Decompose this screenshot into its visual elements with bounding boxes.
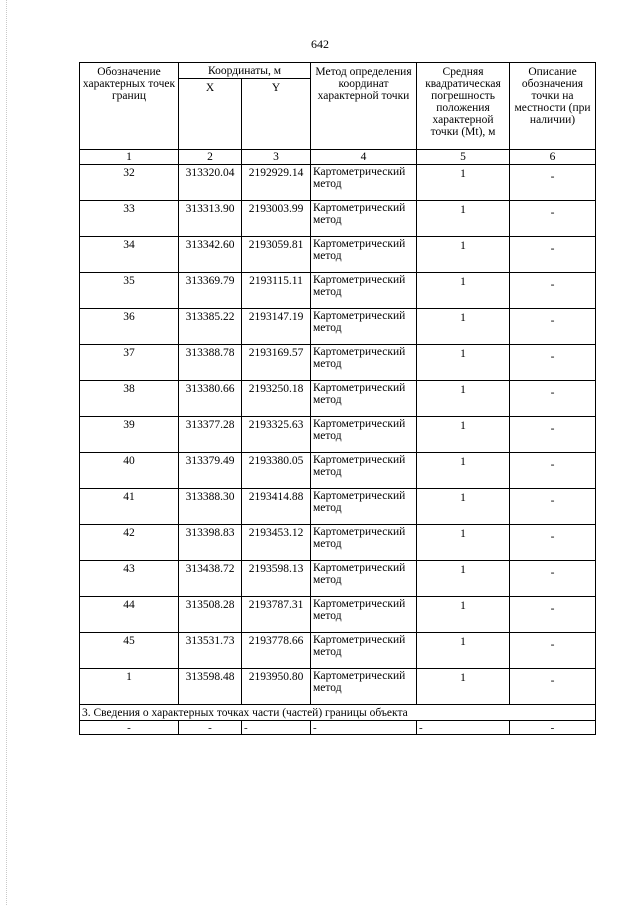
method-cell: Картометрический метод [311, 525, 417, 561]
coordinate-y: 2193250.18 [242, 381, 311, 417]
method-cell: Картометрический метод [311, 309, 417, 345]
error-cell: 1 [417, 669, 510, 705]
table-row [80, 417, 596, 453]
header-y: Y [242, 79, 311, 150]
description-cell: - [510, 525, 596, 561]
coordinate-x: 313313.90 [179, 201, 242, 237]
method-cell: Картометрический метод [311, 561, 417, 597]
coordinate-x: 313377.28 [179, 417, 242, 453]
column-number: 6 [510, 150, 596, 165]
column-number-row [80, 150, 596, 165]
error-cell: 1 [417, 273, 510, 309]
point-number: 35 [80, 273, 179, 309]
description-cell: - [510, 453, 596, 489]
dash-row [80, 721, 596, 735]
description-cell: - [510, 633, 596, 669]
method-cell: Картометрический метод [311, 489, 417, 525]
description-cell: - [510, 273, 596, 309]
dash-cell: - [311, 721, 417, 735]
coordinates-table [79, 62, 596, 735]
scan-edge-line [6, 0, 7, 905]
coordinate-y: 2193169.57 [242, 345, 311, 381]
point-number: 1 [80, 669, 179, 705]
method-cell: Картометрический метод [311, 597, 417, 633]
point-number: 38 [80, 381, 179, 417]
description-cell: - [510, 669, 596, 705]
coordinate-x: 313342.60 [179, 237, 242, 273]
column-number: 3 [242, 150, 311, 165]
table-row [80, 201, 596, 237]
table-row [80, 453, 596, 489]
method-cell: Картометрический метод [311, 345, 417, 381]
coordinate-y: 2193453.12 [242, 525, 311, 561]
column-number: 2 [179, 150, 242, 165]
description-cell: - [510, 165, 596, 201]
method-cell: Картометрический метод [311, 669, 417, 705]
header-error: Средняя квадратическая погрешность положения характерной точки (Mt), м [417, 63, 510, 150]
description-cell: - [510, 561, 596, 597]
dash-cell: - [80, 721, 179, 735]
coordinate-x: 313380.66 [179, 381, 242, 417]
point-number: 39 [80, 417, 179, 453]
coordinate-x: 313388.30 [179, 489, 242, 525]
coordinate-y: 2193059.81 [242, 237, 311, 273]
header-coordinates: Координаты, м [179, 63, 311, 79]
error-cell: 1 [417, 201, 510, 237]
description-cell: - [510, 417, 596, 453]
dash-cell: - [417, 721, 510, 735]
error-cell: 1 [417, 309, 510, 345]
coordinate-x: 313531.73 [179, 633, 242, 669]
header-method: Метод определения координат характерной точки [311, 63, 417, 150]
error-cell: 1 [417, 345, 510, 381]
error-cell: 1 [417, 525, 510, 561]
coordinate-x: 313379.49 [179, 453, 242, 489]
point-number: 32 [80, 165, 179, 201]
table-row [80, 345, 596, 381]
coordinate-x: 313385.22 [179, 309, 242, 345]
table-body [80, 165, 596, 735]
error-cell: 1 [417, 561, 510, 597]
point-number: 44 [80, 597, 179, 633]
point-number: 37 [80, 345, 179, 381]
coordinate-y: 2193950.80 [242, 669, 311, 705]
table-row [80, 165, 596, 201]
coordinate-x: 313398.83 [179, 525, 242, 561]
method-cell: Картометрический метод [311, 237, 417, 273]
table-row [80, 597, 596, 633]
coordinate-x: 313369.79 [179, 273, 242, 309]
coordinate-y: 2192929.14 [242, 165, 311, 201]
description-cell: - [510, 201, 596, 237]
column-number: 1 [80, 150, 179, 165]
dash-cell: - [242, 721, 311, 735]
error-cell: 1 [417, 633, 510, 669]
table-row [80, 237, 596, 273]
point-number: 34 [80, 237, 179, 273]
column-number: 4 [311, 150, 417, 165]
coordinate-y: 2193778.66 [242, 633, 311, 669]
method-cell: Картометрический метод [311, 633, 417, 669]
header-designation: Обозначение характерных точек границ [80, 63, 179, 150]
error-cell: 1 [417, 489, 510, 525]
description-cell: - [510, 237, 596, 273]
method-cell: Картометрический метод [311, 273, 417, 309]
coordinate-y: 2193787.31 [242, 597, 311, 633]
table-row [80, 309, 596, 345]
description-cell: - [510, 345, 596, 381]
error-cell: 1 [417, 381, 510, 417]
description-cell: - [510, 309, 596, 345]
error-cell: 1 [417, 165, 510, 201]
table-row [80, 273, 596, 309]
point-number: 33 [80, 201, 179, 237]
error-cell: 1 [417, 453, 510, 489]
header-x: X [179, 79, 242, 150]
coordinate-y: 2193115.11 [242, 273, 311, 309]
description-cell: - [510, 381, 596, 417]
table-row [80, 381, 596, 417]
dash-cell: - [179, 721, 242, 735]
section-title: 3. Сведения о характерных точках части (частей) границы объекта [80, 705, 596, 721]
coordinate-x: 313508.28 [179, 597, 242, 633]
method-cell: Картометрический метод [311, 417, 417, 453]
header-description: Описание обозначения точки на местности (при наличии) [510, 63, 596, 150]
description-cell: - [510, 597, 596, 633]
coordinate-y: 2193147.19 [242, 309, 311, 345]
coordinate-x: 313388.78 [179, 345, 242, 381]
method-cell: Картометрический метод [311, 165, 417, 201]
point-number: 43 [80, 561, 179, 597]
method-cell: Картометрический метод [311, 201, 417, 237]
description-cell: - [510, 489, 596, 525]
error-cell: 1 [417, 417, 510, 453]
table-row [80, 633, 596, 669]
coordinate-x: 313438.72 [179, 561, 242, 597]
point-number: 36 [80, 309, 179, 345]
coordinate-y: 2193380.05 [242, 453, 311, 489]
error-cell: 1 [417, 237, 510, 273]
point-number: 41 [80, 489, 179, 525]
column-number: 5 [417, 150, 510, 165]
page-number: 642 [311, 37, 329, 51]
method-cell: Картометрический метод [311, 453, 417, 489]
point-number: 42 [80, 525, 179, 561]
coordinate-y: 2193325.63 [242, 417, 311, 453]
coordinate-y: 2193598.13 [242, 561, 311, 597]
dash-cell: - [510, 721, 596, 735]
table-row [80, 525, 596, 561]
coordinate-x: 313598.48 [179, 669, 242, 705]
coordinate-y: 2193414.88 [242, 489, 311, 525]
table-row [80, 489, 596, 525]
method-cell: Картометрический метод [311, 381, 417, 417]
table-row [80, 561, 596, 597]
coordinate-y: 2193003.99 [242, 201, 311, 237]
error-cell: 1 [417, 597, 510, 633]
point-number: 40 [80, 453, 179, 489]
point-number: 45 [80, 633, 179, 669]
coordinate-x: 313320.04 [179, 165, 242, 201]
table-row [80, 669, 596, 705]
section-row [80, 705, 596, 721]
